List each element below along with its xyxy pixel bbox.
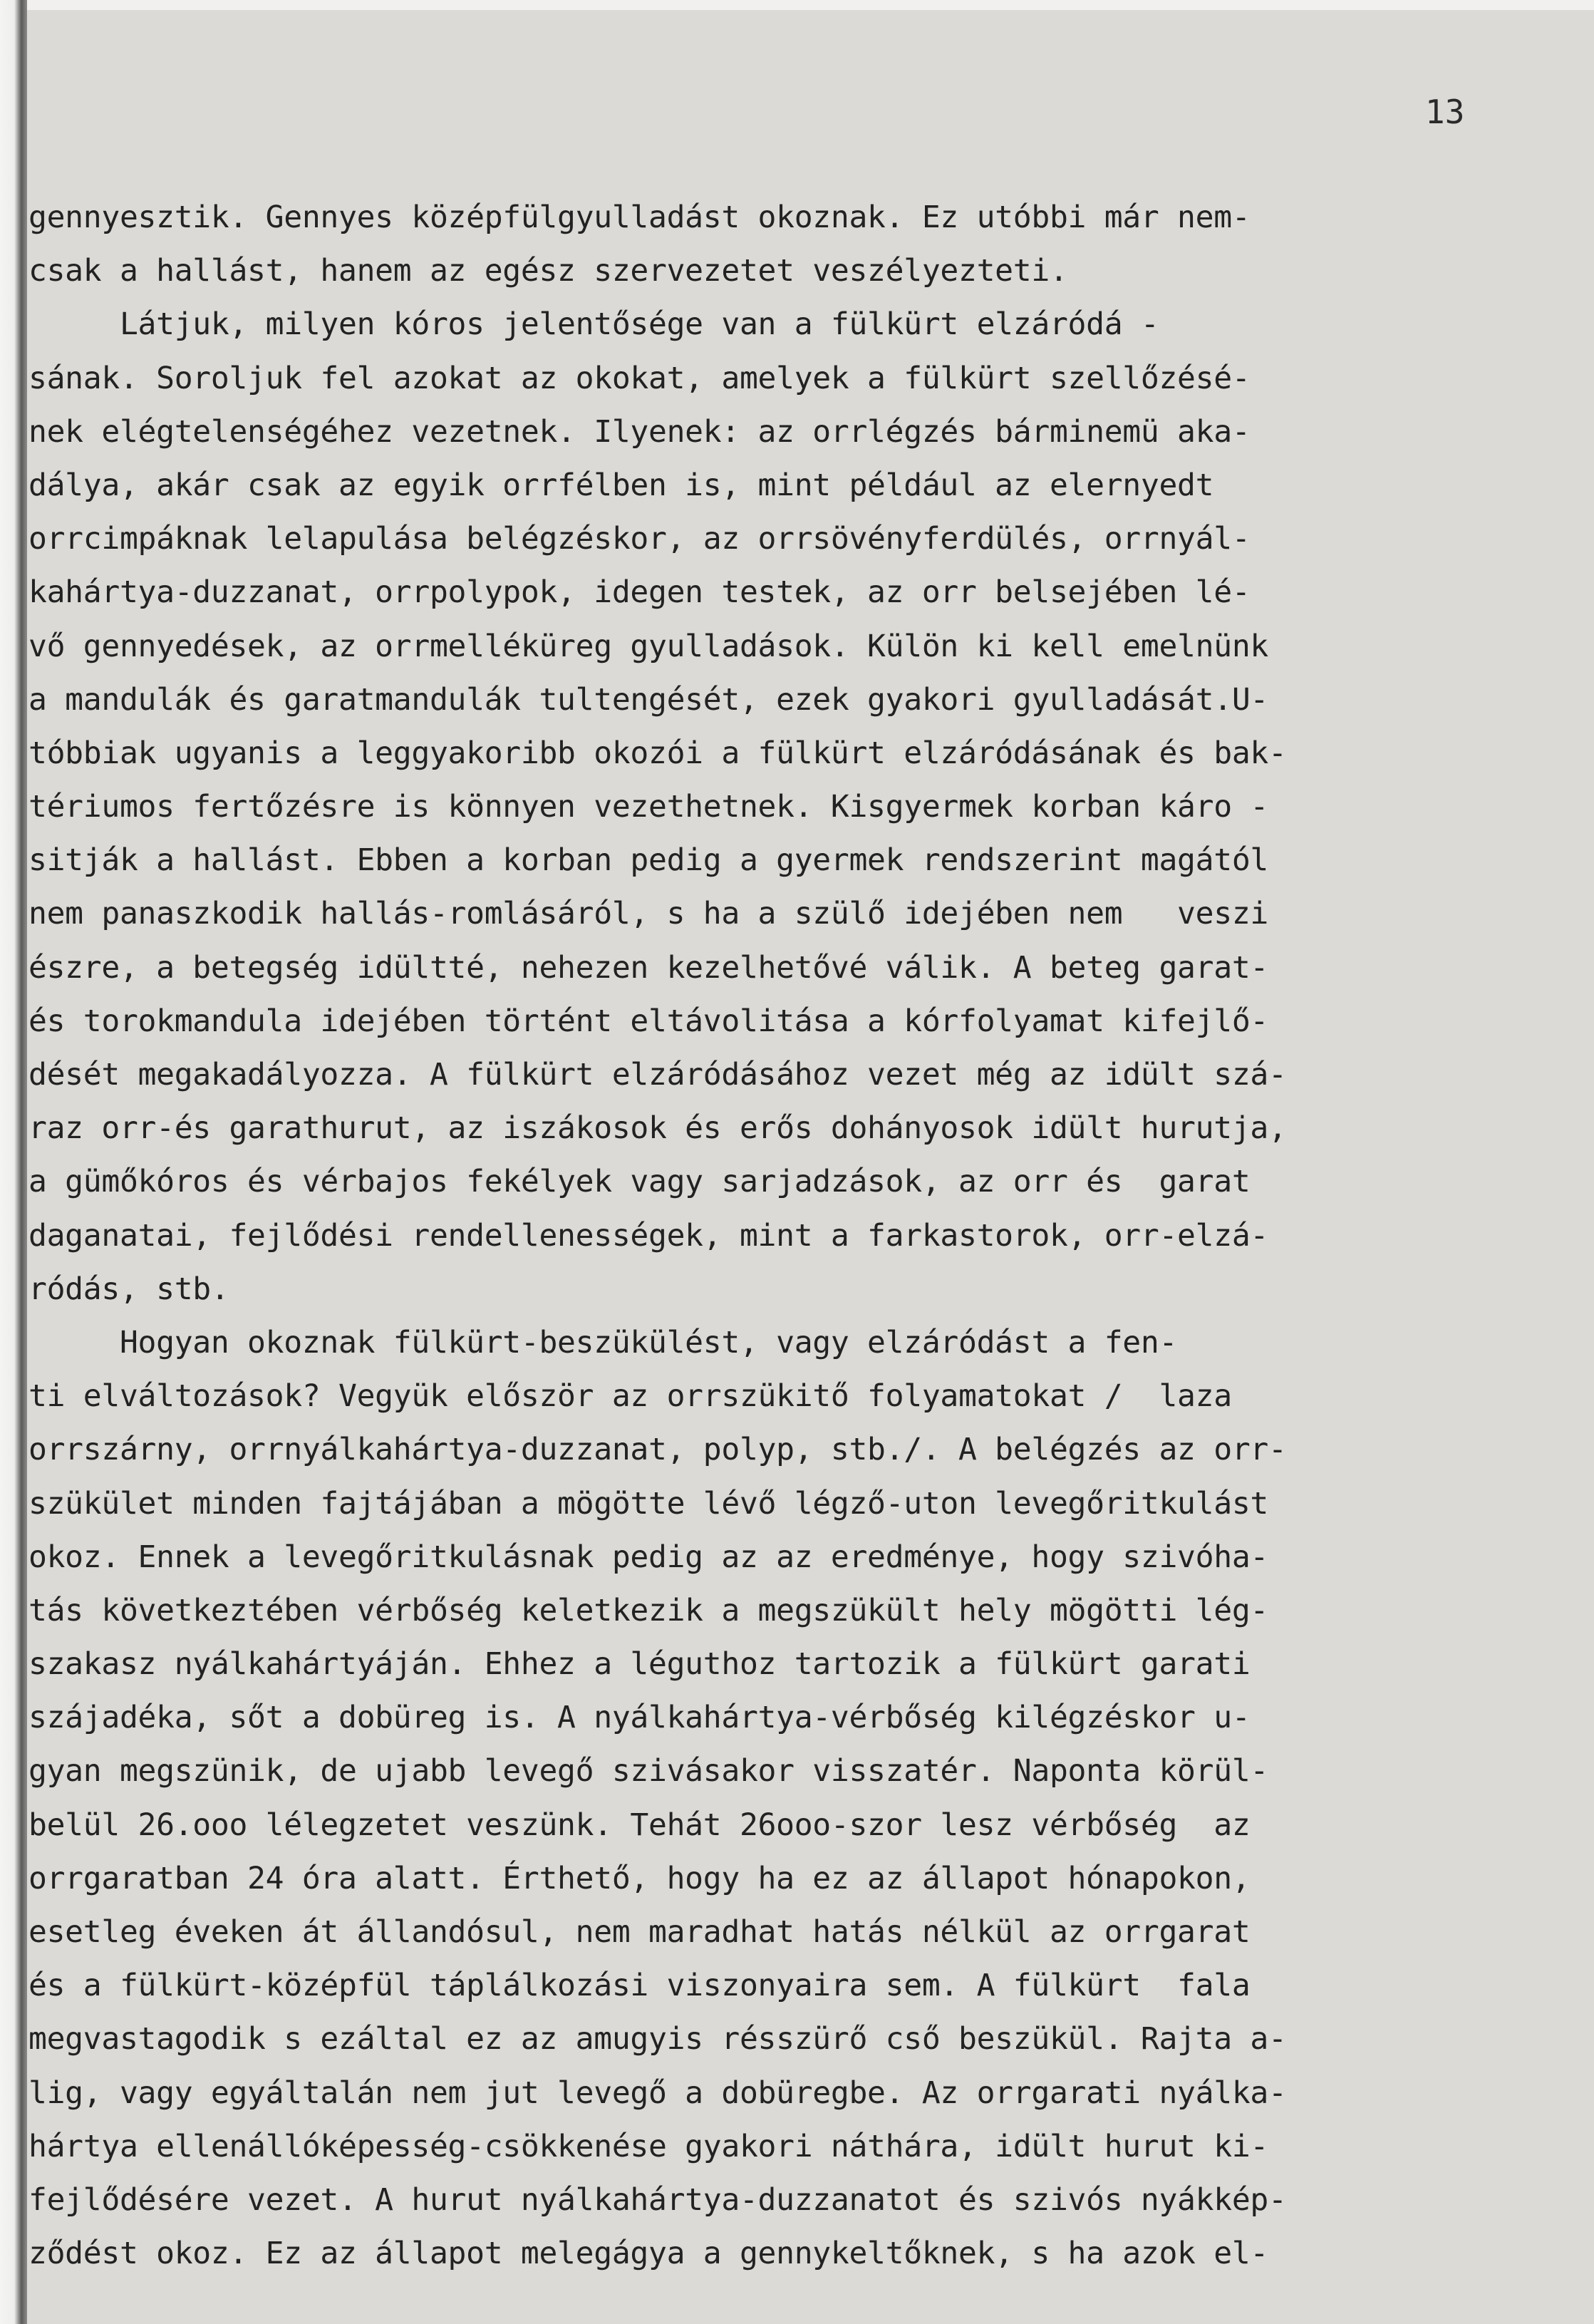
text-line: sának. Soroljuk fel azokat az okokat, amelyek a fülkürt szellőzésé-	[29, 360, 1251, 396]
text-line: Látjuk, milyen kóros jelentősége van a fülkürt elzáródá -	[29, 306, 1159, 343]
text-line: nem panaszkodik hallás-romlásáról, s ha a szülő idejében nem veszi	[29, 896, 1268, 932]
body-text	[29, 191, 1582, 2281]
text-line: vő gennyedések, az orrmelléküreg gyulladások. Külön ki kell emelnünk	[29, 628, 1268, 664]
text-line: tériumos fertőzésre is könnyen vezethetnek. Kisgyermek korban káro -	[29, 789, 1268, 825]
text-line: tóbbiak ugyanis a leggyakoribb okozói a fülkürt elzáródásának és bak-	[29, 735, 1287, 771]
text-line: daganatai, fejlődési rendellenességek, mint a farkastorok, orr-elzá-	[29, 1217, 1268, 1254]
text-line: a gümőkóros és vérbajos fekélyek vagy sarjadzások, az orr és garat	[29, 1164, 1251, 1200]
text-line: dálya, akár csak az egyik orrfélben is, mint például az elernyedt	[29, 467, 1214, 503]
text-line: és a fülkürt-középfül táplálkozási viszonyaira sem. A fülkürt fala	[29, 1968, 1251, 2004]
text-line: ződést okoz. Ez az állapot melegágya a gennykeltőknek, s ha azok el-	[29, 2236, 1268, 2272]
text-line: belül 26.ooo lélegzetet veszünk. Tehát 26ooo-szor lesz vérbőség az	[29, 1807, 1251, 1843]
text-line: Hogyan okoznak fülkürt-beszükülést, vagy elzáródást a fen-	[29, 1324, 1178, 1360]
page-binding-edge	[0, 0, 27, 2324]
text-line: orrszárny, orrnyálkahártya-duzzanat, polyp, stb./. A belégzés az orr-	[29, 1432, 1287, 1468]
text-line: okoz. Ennek a levegőritkulásnak pedig az az eredménye, hogy szivóha-	[29, 1539, 1268, 1575]
text-line: esetleg éveken át állandósul, nem maradhat hatás nélkül az orrgarat	[29, 1914, 1251, 1950]
text-line: orrgaratban 24 óra alatt. Érthető, hogy ha ez az állapot hónapokon,	[29, 1860, 1251, 1896]
text-line: orrcimpáknak lelapulása belégzéskor, az orrsövényferdülés, orrnyál-	[29, 521, 1251, 557]
text-line: tás következtében vérbőség keletkezik a megszükült hely mögötti lég-	[29, 1592, 1268, 1628]
text-line: gennyesztik. Gennyes középfülgyulladást okoznak. Ez utóbbi már nem-	[29, 200, 1251, 235]
text-line: szájadéka, sőt a dobüreg is. A nyálkahártya-vérbőség kilégzéskor u-	[29, 1700, 1251, 1736]
text-line: lig, vagy egyáltalán nem jut levegő a dobüregbe. Az orrgarati nyálka-	[29, 2075, 1287, 2111]
text-line: ti elváltozások? Vegyük először az orrszükitő folyamatokat / laza	[29, 1378, 1232, 1415]
page-number: 13	[1425, 93, 1465, 131]
page-top-edge	[0, 0, 1594, 10]
text-line: raz orr-és garathurut, az iszákosok és erős dohányosok idült hurutja,	[29, 1110, 1287, 1147]
text-line: gyan megszünik, de ujabb levegő szivásakor visszatér. Naponta körül-	[29, 1753, 1268, 1790]
text-line: sitják a hallást. Ebben a korban pedig a gyermek rendszerint magától	[29, 842, 1268, 879]
text-line: hártya ellenállóképesség-csökkenése gyakori náthára, idült hurut ki-	[29, 2128, 1268, 2164]
text-line: nek elégtelenségéhez vezetnek. Ilyenek: az orrlégzés bárminemü aka-	[29, 413, 1251, 450]
text-line: a mandulák és garatmandulák tultengését, ezek gyakori gyulladását.U-	[29, 681, 1268, 718]
text-line: észre, a betegség idültté, nehezen kezelhetővé válik. A beteg garat-	[29, 949, 1268, 986]
text-line: csak a hallást, hanem az egész szervezetet veszélyezteti.	[29, 253, 1068, 289]
text-line: kahártya-duzzanat, orrpolypok, idegen testek, az orr belsejében lé-	[29, 574, 1251, 611]
text-line: megvastagodik s ezáltal ez az amugyis résszürő cső beszükül. Rajta a-	[29, 2021, 1287, 2057]
text-line: szakasz nyálkahártyáján. Ehhez a léguthoz tartozik a fülkürt garati	[29, 1646, 1251, 1683]
text-line: ródás, stb.	[29, 1271, 229, 1307]
text-line: szükület minden fajtájában a mögötte lévő légző-uton levegőritkulást	[29, 1485, 1268, 1522]
text-line: és torokmandula idejében történt eltávolitása a kórfolyamat kifejlő-	[29, 1003, 1268, 1039]
text-line: fejlődésére vezet. A hurut nyálkahártya-duzzanatot és szivós nyákkép-	[29, 2181, 1287, 2218]
text-line: dését megakadályozza. A fülkürt elzáródásához vezet még az idült szá-	[29, 1057, 1287, 1093]
